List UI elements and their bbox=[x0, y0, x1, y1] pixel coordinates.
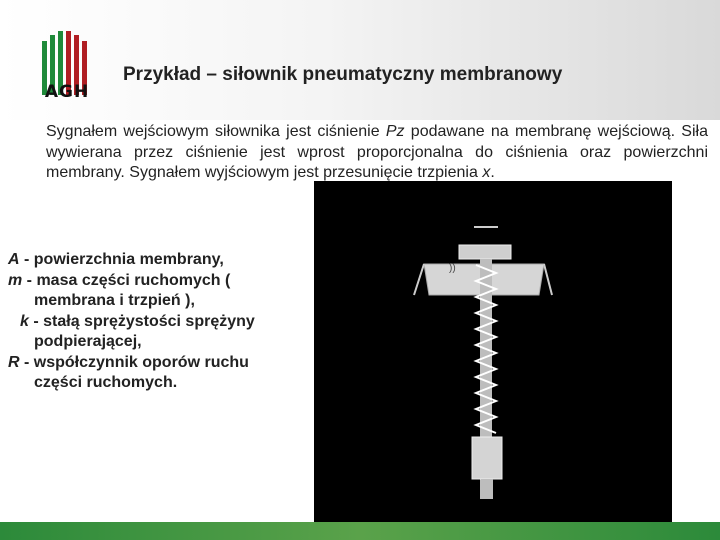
intro-paragraph bbox=[46, 122, 708, 184]
definition-r-text: - współczynnik oporów ruchu bbox=[19, 353, 249, 371]
symbol-k: k bbox=[20, 312, 29, 330]
pressure-mark: )) bbox=[449, 263, 456, 274]
symbol-a: A bbox=[8, 251, 20, 268]
definition-k-text-2: podpierającej, bbox=[34, 333, 142, 350]
symbol-m: m bbox=[8, 271, 23, 289]
x-symbol: x bbox=[482, 164, 491, 181]
definition-k-text: - stałą sprężystości sprężyny bbox=[28, 312, 255, 330]
bottom-rod bbox=[481, 479, 493, 499]
definition-m-text-2: membrana i trzpień ), bbox=[34, 292, 195, 309]
definition-a-text: - powierzchnia membrany, bbox=[19, 251, 224, 268]
definition-r-text-2: części ruchomych. bbox=[34, 374, 178, 391]
symbol-r: R bbox=[8, 353, 20, 371]
intro-text-1: Sygnałem wejściowym siłownika jest ciśnienie bbox=[46, 123, 386, 140]
definition-k bbox=[8, 312, 338, 353]
definition-r bbox=[8, 353, 338, 394]
definition-m bbox=[8, 271, 338, 312]
intro-text-3: . bbox=[490, 164, 495, 181]
definition-a bbox=[8, 250, 338, 271]
header-band bbox=[0, 0, 720, 120]
bottom-bar bbox=[0, 522, 720, 540]
logo-text: AGH bbox=[44, 82, 90, 102]
actuator-diagram bbox=[314, 181, 672, 523]
pz-symbol: Pz bbox=[385, 123, 405, 140]
top-cap bbox=[459, 245, 511, 259]
intro-text-2: podawane na membranę wejściową. Siła wywierana przez ciśnienie jest wprost proporcjonalna do ciśnienia oraz powierzchni membrany. Sygnałem wyjściowym jest przesunięcie trzpienia bbox=[46, 123, 708, 181]
lower-cylinder bbox=[472, 437, 502, 479]
page-title: Przykład – siłownik pneumatyczny membranowy bbox=[123, 64, 563, 85]
definitions-list bbox=[8, 250, 338, 394]
definition-m-text: - masa części ruchomych ( bbox=[22, 271, 231, 289]
